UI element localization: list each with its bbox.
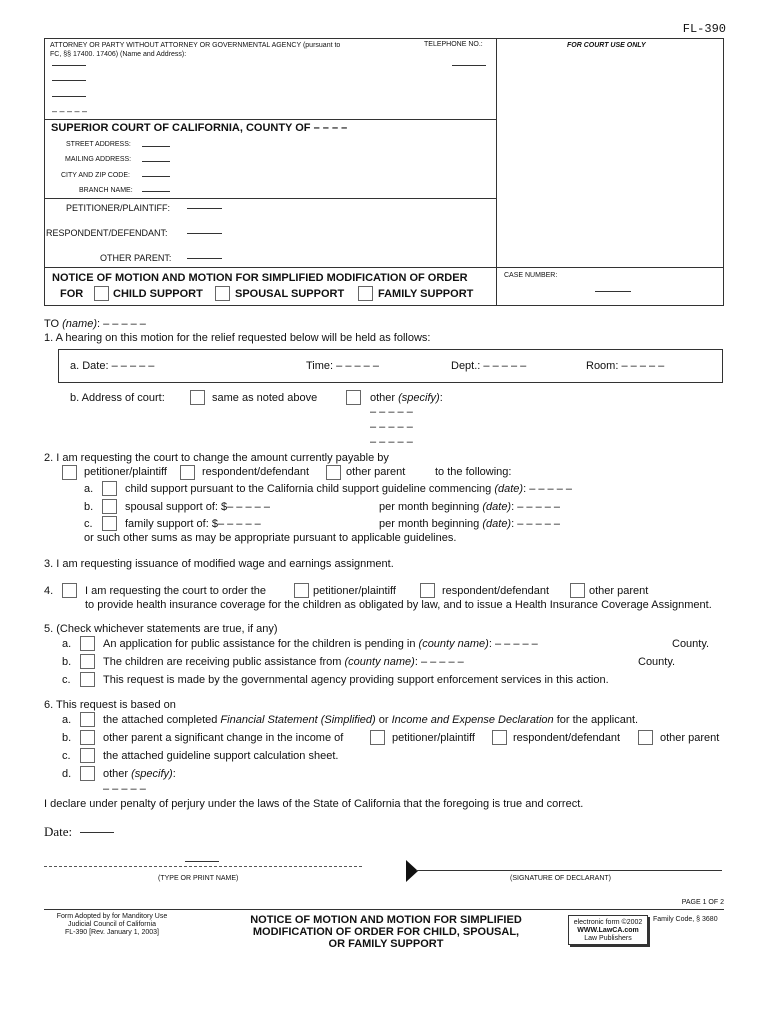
- family-support-amount: family support of: $– – – – –: [125, 518, 261, 530]
- family-support-label: FAMILY SUPPORT: [378, 288, 474, 300]
- item2b-letter: b.: [84, 501, 94, 513]
- item2-other-parent-checkbox[interactable]: [326, 465, 341, 480]
- family-support-amount-checkbox[interactable]: [102, 516, 117, 531]
- item6d-checkbox[interactable]: [80, 766, 95, 781]
- item6c-text: the attached guideline support calculation sheet.: [103, 750, 339, 762]
- branch-label: BRANCH NAME:: [79, 187, 133, 194]
- item2-other-parent-label: other parent: [346, 466, 406, 478]
- item5b-county: County.: [638, 656, 676, 668]
- attorney-name-field[interactable]: [52, 65, 86, 66]
- to-the-following: to the following:: [435, 466, 512, 478]
- declaration: I declare under penalty of perjury under the laws of the State of California that the foregoing is true and correct.: [44, 798, 584, 810]
- item6b-text: other parent a significant change in the income of: [103, 732, 344, 744]
- hearing-date: a. Date: – – – – –: [70, 360, 155, 372]
- child-support-guideline-checkbox[interactable]: [102, 481, 117, 496]
- petitioner-label: PETITIONER/PLAINTIFF:: [66, 203, 171, 213]
- child-support-guideline-text: child support pursuant to the California child support guideline commencing (date): – – – – –: [125, 483, 573, 495]
- item6b-other-parent-checkbox[interactable]: [638, 730, 653, 745]
- item6a-letter: a.: [62, 714, 72, 726]
- other-parent-field[interactable]: [187, 258, 222, 259]
- arrow-icon: [406, 860, 418, 882]
- item6: 6. This request is based on: [44, 699, 176, 711]
- item6d-letter: d.: [62, 768, 72, 780]
- city-label: CITY AND ZIP CODE:: [61, 172, 130, 179]
- item5: 5. (Check whichever statements are true, if any): [44, 623, 278, 635]
- item6b-petitioner-checkbox[interactable]: [370, 730, 385, 745]
- street-field[interactable]: [142, 146, 170, 147]
- family-date-field[interactable]: – – – – –: [517, 518, 561, 530]
- item4-respondent-checkbox[interactable]: [420, 583, 435, 598]
- address-label: b. Address of court:: [70, 392, 165, 404]
- to-line: TO (name): – – – – –: [44, 318, 146, 330]
- item4-other-parent-checkbox[interactable]: [570, 583, 585, 598]
- item4-line2: to provide health insurance coverage for the children as obligated by law, and to issue a Health Insurance Coverage Assignment.: [85, 599, 712, 611]
- hearing-room-field[interactable]: – – – – –: [621, 360, 665, 372]
- footer-title: NOTICE OF MOTION AND MOTION FOR SIMPLIFIED MODIFICATION OF ORDER FOR CHILD, SPOUSAL, OR FAMILY SUPPORT: [250, 914, 522, 950]
- item4-petitioner-checkbox[interactable]: [294, 583, 309, 598]
- court-use-label: FOR COURT USE ONLY: [567, 42, 646, 49]
- item6a-checkbox[interactable]: [80, 712, 95, 727]
- signature-field[interactable]: [416, 870, 722, 871]
- item6d-specify-field[interactable]: – – – – –: [103, 783, 146, 795]
- item2c-letter: c.: [84, 518, 93, 530]
- lawca-badge: electronic form ©2002 WWW.LawCA.com Law Publishers: [568, 915, 648, 945]
- item5a-letter: a.: [62, 638, 72, 650]
- date-field[interactable]: [80, 832, 114, 833]
- item6b-letter: b.: [62, 732, 72, 744]
- name-line: [44, 866, 362, 867]
- attorney-blank[interactable]: – – – – –: [52, 106, 88, 116]
- item6b-respondent-checkbox[interactable]: [492, 730, 507, 745]
- item5a-county-field[interactable]: – – – – –: [494, 638, 538, 650]
- hearing-date-field[interactable]: – – – – –: [111, 360, 155, 372]
- family-code: Family Code, § 3680: [653, 916, 718, 923]
- petitioner-field[interactable]: [187, 208, 222, 209]
- item6c-letter: c.: [62, 750, 71, 762]
- item6b-other-parent-label: other parent: [660, 732, 720, 744]
- item3: 3. I am requesting issuance of modified wage and earnings assignment.: [44, 558, 394, 570]
- item4-petitioner-label: petitioner/plaintiff: [313, 585, 396, 597]
- to-name-field[interactable]: – – – – –: [103, 318, 146, 330]
- item5c-text: This request is made by the governmental agency providing support enforcement services in this action.: [103, 674, 609, 686]
- item2-respondent-checkbox[interactable]: [180, 465, 195, 480]
- child-support-label: CHILD SUPPORT: [113, 288, 203, 300]
- respondent-label: RESPONDENT/DEFENDANT:: [46, 228, 168, 238]
- city-field[interactable]: [142, 176, 170, 177]
- hearing-time-field[interactable]: – – – – –: [336, 360, 379, 372]
- address-line-2[interactable]: – – – – –: [370, 421, 413, 433]
- item2a-letter: a.: [84, 483, 94, 495]
- other-address-label: other (specify):: [370, 392, 443, 404]
- telephone-field[interactable]: [452, 65, 486, 66]
- hearing-time: Time: – – – – –: [306, 360, 379, 372]
- family-per-month: per month beginning (date): – – – – –: [379, 518, 561, 530]
- other-parent-label: OTHER PARENT:: [100, 253, 172, 263]
- item4-number: 4.: [44, 585, 54, 597]
- item4-other-parent-label: other parent: [589, 585, 649, 597]
- attorney-address-field[interactable]: [52, 80, 86, 81]
- other-sums: or such other sums as may be appropriate pursuant to applicable guidelines.: [84, 532, 457, 544]
- item5c-checkbox[interactable]: [80, 672, 95, 687]
- item2-petitioner-label: petitioner/plaintiff: [84, 466, 167, 478]
- item6b-respondent-label: respondent/defendant: [513, 732, 621, 744]
- spousal-per-month: per month beginning (date): – – – – –: [379, 501, 561, 513]
- attorney-city-field[interactable]: [52, 96, 86, 97]
- telephone-label: TELEPHONE NO.:: [424, 41, 483, 48]
- spousal-amount-field[interactable]: – – – – –: [227, 501, 270, 513]
- adopted-text: Form Adopted by for Manditory Use Judicial Council of California FL-390 [Rev. January 1, 2003]: [56, 913, 168, 936]
- item6d-text: other (specify):: [103, 768, 176, 780]
- item2-respondent-label: respondent/defendant: [202, 466, 310, 478]
- address-line-3[interactable]: – – – – –: [370, 436, 413, 448]
- mailing-field[interactable]: [142, 161, 170, 162]
- item5a-text: An application for public assistance for the children is pending in (county name): – – – – –: [103, 638, 538, 650]
- item4-checkbox[interactable]: [62, 583, 77, 598]
- court-title: SUPERIOR COURT OF CALIFORNIA, COUNTY OF – – – –: [51, 122, 348, 134]
- item5b-checkbox[interactable]: [80, 654, 95, 669]
- item6a-text: the attached completed Financial Statement (Simplified) or Income and Expense Declaration for the applicant.: [103, 714, 639, 726]
- item5b-letter: b.: [62, 656, 72, 668]
- child-support-date-field[interactable]: – – – – –: [529, 483, 573, 495]
- date-label: Date:: [44, 824, 73, 839]
- court-use-box: [496, 38, 724, 306]
- item6b-petitioner-label: petitioner/plaintiff: [392, 732, 475, 744]
- same-as-noted-checkbox[interactable]: [190, 390, 205, 405]
- form-title: NOTICE OF MOTION AND MOTION FOR SIMPLIFIED MODIFICATION OF ORDER: [52, 272, 468, 284]
- attorney-label: ATTORNEY OR PARTY WITHOUT ATTORNEY OR GOVERNMENTAL AGENCY (pursuant to FC, §§ 17400. 17406) (Name and Address):: [50, 42, 341, 58]
- mailing-label: MAILING ADDRESS:: [65, 156, 132, 163]
- hearing-dept: Dept.: – – – – –: [451, 360, 527, 372]
- type-print-label: (TYPE OR PRINT NAME): [158, 875, 239, 882]
- family-amount-field[interactable]: – – – – –: [217, 518, 261, 530]
- branch-field[interactable]: [142, 191, 170, 192]
- item2: 2. I am requesting the court to change the amount currently payable by: [44, 452, 389, 464]
- spousal-support-label: SPOUSAL SUPPORT: [235, 288, 345, 300]
- item5a-county: County.: [672, 638, 710, 650]
- case-number-label: CASE NUMBER:: [504, 272, 558, 279]
- item6c-checkbox[interactable]: [80, 748, 95, 763]
- respondent-field[interactable]: [187, 233, 222, 234]
- item4-text: I am requesting the court to order the: [85, 585, 266, 597]
- child-support-checkbox[interactable]: [94, 286, 109, 301]
- family-support-checkbox[interactable]: [358, 286, 373, 301]
- spousal-date-field[interactable]: – – – – –: [517, 501, 561, 513]
- item1: 1. A hearing on this motion for the relief requested below will be held as follows:: [44, 332, 431, 344]
- item2-petitioner-checkbox[interactable]: [62, 465, 77, 480]
- page-number: PAGE 1 OF 2: [681, 899, 724, 906]
- hearing-dept-field[interactable]: – – – – –: [483, 360, 527, 372]
- signature-label: (SIGNATURE OF DECLARANT): [510, 875, 611, 882]
- address-line-1[interactable]: – – – – –: [370, 406, 413, 418]
- item6b-checkbox[interactable]: [80, 730, 95, 745]
- spousal-support-amount-checkbox[interactable]: [102, 499, 117, 514]
- spousal-support-checkbox[interactable]: [215, 286, 230, 301]
- form-number: FL-390: [682, 22, 726, 36]
- other-address-checkbox[interactable]: [346, 390, 361, 405]
- item5b-text: The children are receiving public assistance from (county name): – – – – –: [103, 656, 464, 668]
- item5a-checkbox[interactable]: [80, 636, 95, 651]
- item5c-letter: c.: [62, 674, 71, 686]
- item4-respondent-label: respondent/defendant: [442, 585, 550, 597]
- street-label: STREET ADDRESS:: [66, 141, 131, 148]
- name-field[interactable]: [185, 861, 219, 862]
- hearing-room: Room: – – – – –: [586, 360, 665, 372]
- court-county-field[interactable]: – – – –: [313, 122, 348, 134]
- spousal-support-amount: spousal support of: $– – – – –: [125, 501, 270, 513]
- item5b-county-field[interactable]: – – – – –: [420, 656, 464, 668]
- case-number-field[interactable]: [595, 291, 631, 292]
- title-for: FOR: [60, 288, 84, 300]
- same-as-noted-label: same as noted above: [212, 392, 318, 404]
